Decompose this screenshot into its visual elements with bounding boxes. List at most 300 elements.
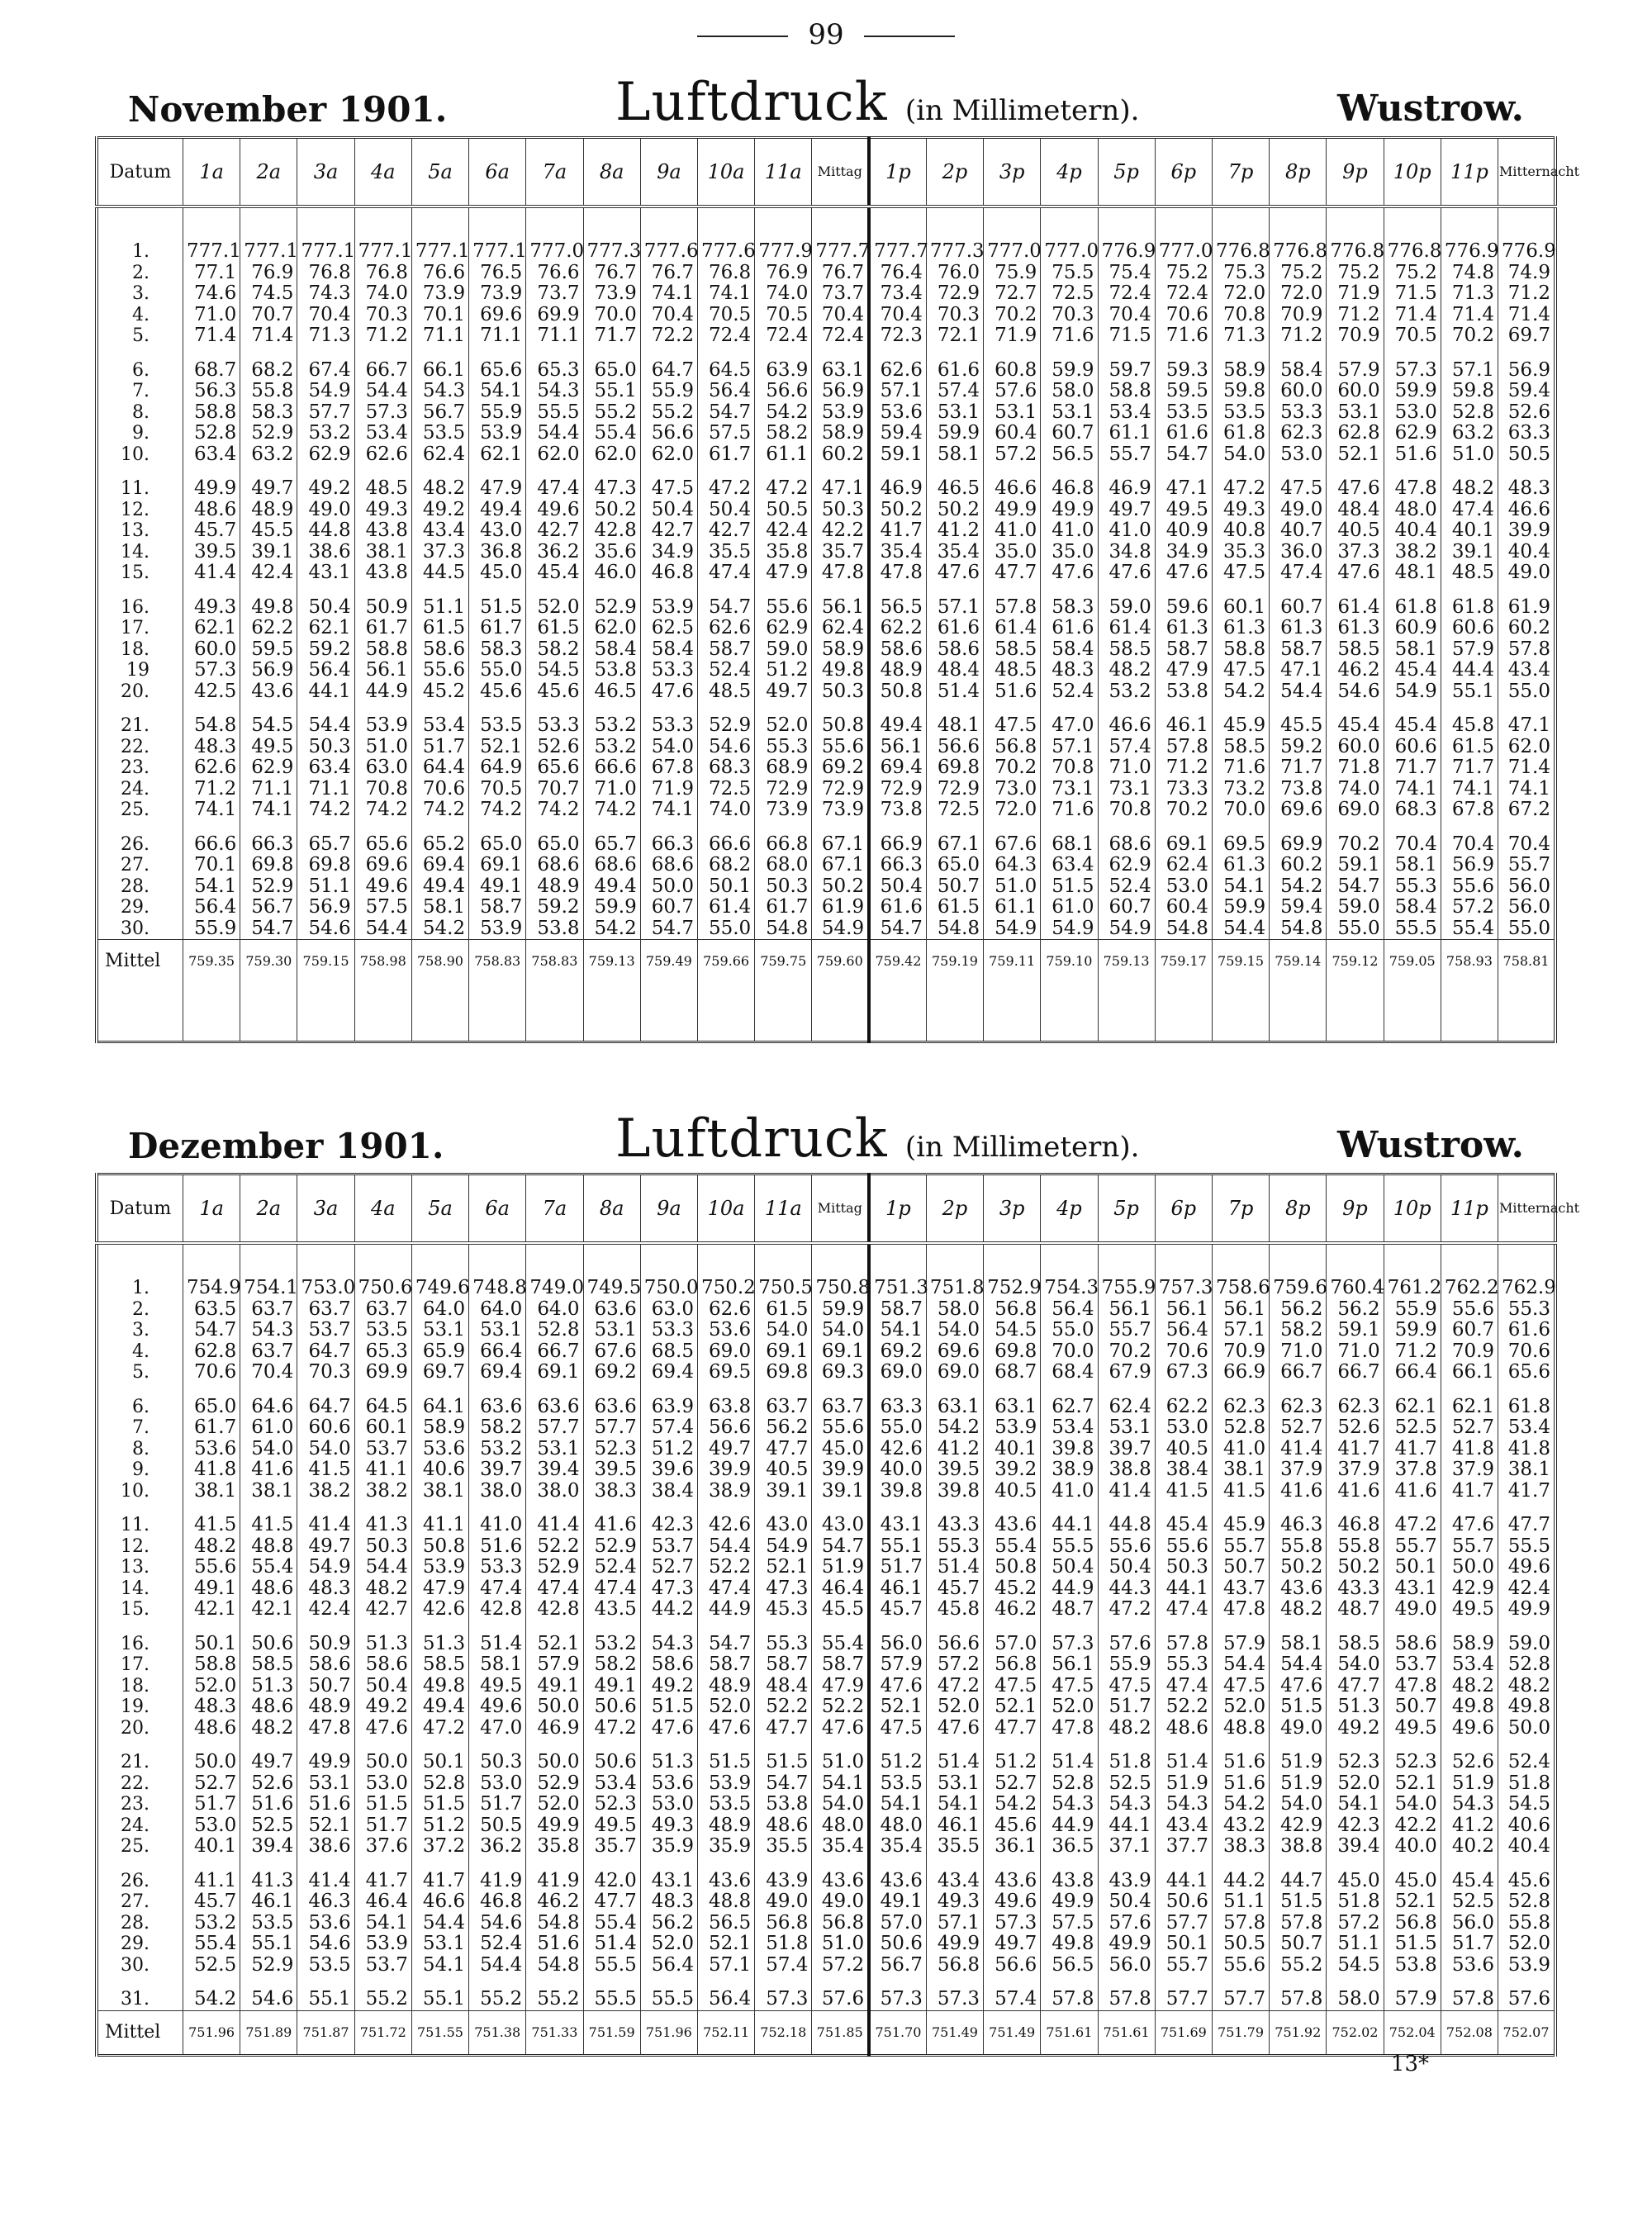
pressure-cell: 43.8: [1041, 1871, 1098, 1892]
gap-cell: [984, 1383, 1041, 1397]
pressure-cell: 57.4: [926, 381, 983, 402]
pressure-cell: 77.1: [183, 263, 240, 284]
pressure-cell: 70.8: [1098, 800, 1155, 821]
pressure-cell: 63.4: [1041, 855, 1098, 876]
gap-cell: [240, 1383, 297, 1397]
pressure-cell: 54.2: [1270, 876, 1327, 898]
pressure-cell: 35.4: [926, 542, 983, 563]
pressure-cell: 45.6: [984, 1815, 1041, 1837]
gap-cell: [354, 347, 411, 360]
pressure-cell: 49.7: [240, 478, 297, 500]
pressure-cell: 54.9: [1098, 918, 1155, 940]
pressure-cell: 38.1: [411, 1481, 468, 1502]
pressure-cell: 69.5: [697, 1362, 754, 1383]
pressure-cell: 49.0: [1270, 1718, 1327, 1739]
pressure-cell: 66.4: [469, 1341, 526, 1363]
gap-cell: [354, 1739, 411, 1752]
table-header: [97, 1174, 1580, 1244]
tail-cell: [1498, 983, 1555, 1042]
pressure-cell: 56.5: [697, 1913, 754, 1934]
pressure-cell: 55.6: [812, 1417, 869, 1439]
pressure-cell: 762.9: [1498, 1243, 1555, 1299]
pressure-cell: 55.0: [869, 1417, 926, 1439]
pressure-cell: 749.0: [526, 1243, 583, 1299]
pressure-cell: 43.1: [297, 562, 354, 584]
pressure-cell: 74.2: [469, 800, 526, 821]
column-header: 7a: [526, 1174, 583, 1244]
pressure-cell: 68.1: [1041, 834, 1098, 856]
pressure-cell: 61.4: [1098, 618, 1155, 639]
pressure-cell: 51.7: [869, 1557, 926, 1578]
table-row: [97, 1989, 1555, 2010]
pressure-cell: 38.4: [640, 1481, 697, 1502]
pressure-cell: 57.7: [583, 1417, 640, 1439]
pressure-cell: 51.6: [984, 681, 1041, 703]
pressure-cell: 57.9: [1327, 360, 1384, 382]
pressure-cell: 51.5: [1270, 1891, 1327, 1913]
column-header: 4p: [1041, 1174, 1098, 1244]
pressure-cell: 41.2: [926, 520, 983, 542]
pressure-cell: 56.4: [183, 897, 240, 918]
pressure-cell: 36.2: [526, 542, 583, 563]
pressure-cell: 54.0: [1270, 1794, 1327, 1815]
pressure-cell: 52.5: [1098, 1773, 1155, 1795]
pressure-cell: 53.3: [469, 1557, 526, 1578]
group-gap: [97, 347, 1555, 360]
pressure-cell: 54.5: [526, 660, 583, 681]
station-label: Wustrow.: [1336, 1124, 1524, 1166]
pressure-cell: 74.2: [411, 800, 468, 821]
pressure-cell: 61.9: [1498, 597, 1555, 619]
pressure-cell: 39.4: [1327, 1836, 1384, 1858]
gap-cell: [526, 1620, 583, 1634]
pressure-cell: 39.9: [1498, 520, 1555, 542]
mittel-cell: 751.38: [469, 2010, 526, 2055]
day-label: 25.: [97, 1836, 183, 1858]
tail-cell: [1327, 983, 1384, 1042]
gap-cell: [526, 821, 583, 834]
gap-cell: [1441, 702, 1498, 715]
pressure-cell: 52.6: [240, 1773, 297, 1795]
day-label: 24.: [97, 1815, 183, 1837]
mittel-cell: 751.49: [926, 2010, 983, 2055]
pressure-cell: 37.7: [1155, 1836, 1212, 1858]
gap-cell: [697, 1976, 754, 1989]
pressure-cell: 70.3: [297, 1362, 354, 1383]
pressure-cell: 47.6: [1327, 562, 1384, 584]
pressure-cell: 54.2: [755, 402, 812, 424]
day-label: 28.: [97, 876, 183, 898]
pressure-cell: 67.6: [583, 1341, 640, 1363]
table-row: [97, 1397, 1555, 1418]
pressure-cell: 48.0: [812, 1815, 869, 1837]
pressure-cell: 54.9: [812, 918, 869, 940]
gap-cell: [354, 1502, 411, 1515]
pressure-cell: 51.4: [926, 1752, 983, 1773]
pressure-cell: 55.6: [183, 1557, 240, 1578]
pressure-cell: 57.1: [926, 1913, 983, 1934]
pressure-cell: 70.4: [1498, 834, 1555, 856]
pressure-cell: 47.6: [640, 681, 697, 703]
pressure-cell: 50.8: [812, 715, 869, 737]
pressure-cell: 63.1: [812, 360, 869, 382]
pressure-cell: 64.0: [469, 1299, 526, 1321]
gap-cell: [1441, 821, 1498, 834]
table-row: [97, 597, 1555, 619]
pressure-cell: 47.2: [583, 1718, 640, 1739]
pressure-cell: 41.9: [469, 1871, 526, 1892]
pressure-cell: 49.0: [1270, 500, 1327, 521]
pressure-cell: 70.5: [697, 305, 754, 326]
pressure-cell: 66.4: [1384, 1362, 1441, 1383]
pressure-cell: 54.6: [297, 1934, 354, 1955]
pressure-cell: 45.6: [1498, 1871, 1555, 1892]
pressure-cell: 54.7: [640, 918, 697, 940]
pressure-cell: 61.3: [1327, 618, 1384, 639]
pressure-cell: 776.8: [1327, 206, 1384, 263]
pressure-cell: 59.0: [1498, 1634, 1555, 1655]
pressure-cell: 44.5: [411, 562, 468, 584]
pressure-cell: 57.8: [1498, 639, 1555, 661]
pressure-cell: 47.5: [640, 478, 697, 500]
pressure-cell: 54.1: [469, 381, 526, 402]
pressure-cell: 51.3: [354, 1634, 411, 1655]
pressure-cell: 41.7: [1498, 1481, 1555, 1502]
station-label: Wustrow.: [1336, 88, 1524, 130]
pressure-cell: 60.2: [1498, 618, 1555, 639]
pressure-cell: 69.1: [812, 1341, 869, 1363]
pressure-cell: 73.0: [984, 779, 1041, 800]
pressure-cell: 750.2: [697, 1243, 754, 1299]
gap-cell: [640, 702, 697, 715]
table-row: [97, 618, 1555, 639]
pressure-cell: 57.8: [984, 597, 1041, 619]
gap-cell: [1098, 1383, 1155, 1397]
pressure-cell: 759.6: [1270, 1243, 1327, 1299]
pressure-cell: 57.8: [1155, 737, 1212, 758]
pressure-cell: 47.8: [1041, 1718, 1098, 1739]
pressure-cell: 52.8: [1498, 1891, 1555, 1913]
day-label: 24.: [97, 779, 183, 800]
pressure-cell: 53.1: [297, 1773, 354, 1795]
pressure-cell: 50.5: [1212, 1934, 1269, 1955]
pressure-cell: 53.4: [411, 715, 468, 737]
pressure-cell: 53.5: [469, 715, 526, 737]
pressure-cell: 47.4: [1155, 1599, 1212, 1620]
table-row: [97, 1362, 1555, 1383]
pressure-cell: 777.0: [526, 206, 583, 263]
gap-cell: [1327, 1620, 1384, 1634]
pressure-cell: 50.4: [1098, 1891, 1155, 1913]
gap-cell: [1441, 1620, 1498, 1634]
pressure-cell: 40.2: [1441, 1836, 1498, 1858]
pressure-cell: 70.3: [354, 305, 411, 326]
pressure-cell: 70.2: [984, 757, 1041, 779]
day-label: 13.: [97, 520, 183, 542]
pressure-cell: 35.9: [640, 1836, 697, 1858]
gap-cell: [869, 702, 926, 715]
pressure-cell: 48.9: [869, 660, 926, 681]
pressure-cell: 42.4: [297, 1599, 354, 1620]
pressure-cell: 58.6: [869, 639, 926, 661]
day-label: 22.: [97, 737, 183, 758]
pressure-cell: 56.8: [984, 737, 1041, 758]
pressure-cell: 57.8: [1041, 1989, 1098, 2010]
pressure-cell: 58.5: [411, 1654, 468, 1676]
pressure-cell: 55.3: [755, 1634, 812, 1655]
pressure-cell: 55.1: [297, 1989, 354, 2010]
tail-cell: [640, 983, 697, 1042]
day-label: 29.: [97, 897, 183, 918]
table-row: [97, 1891, 1555, 1913]
pressure-cell: 56.5: [1041, 1955, 1098, 1976]
pressure-cell: 52.6: [1498, 402, 1555, 424]
pressure-cell: 70.6: [411, 779, 468, 800]
pressure-cell: 34.8: [1098, 542, 1155, 563]
pressure-cell: 53.1: [926, 1773, 983, 1795]
pressure-cell: 56.0: [1441, 1913, 1498, 1934]
gap-cell: [640, 1858, 697, 1871]
mittel-cell: 752.02: [1327, 2010, 1384, 2055]
pressure-cell: 62.9: [1098, 855, 1155, 876]
pressure-cell: 54.7: [697, 402, 754, 424]
pressure-cell: 760.4: [1327, 1243, 1384, 1299]
pressure-cell: 51.9: [1270, 1773, 1327, 1795]
pressure-cell: 39.1: [240, 542, 297, 563]
pressure-cell: 66.6: [697, 834, 754, 856]
column-header: 6a: [469, 1174, 526, 1244]
pressure-cell: 55.3: [1384, 876, 1441, 898]
pressure-cell: 50.3: [1155, 1557, 1212, 1578]
pressure-cell: 54.3: [1098, 1794, 1155, 1815]
pressure-cell: 56.2: [1270, 1299, 1327, 1321]
pressure-cell: 48.2: [1498, 1676, 1555, 1697]
pressure-cell: 38.2: [1384, 542, 1441, 563]
day-label: 19.: [97, 1696, 183, 1718]
pressure-cell: 69.4: [469, 1362, 526, 1383]
tail-cell: [526, 983, 583, 1042]
pressure-cell: 53.8: [755, 1794, 812, 1815]
pressure-cell: 749.6: [411, 1243, 468, 1299]
mittel-cell: 759.15: [297, 940, 354, 984]
gap-cell: [240, 1858, 297, 1871]
gap-cell: [926, 584, 983, 597]
pressure-cell: 48.2: [240, 1718, 297, 1739]
pressure-cell: 54.0: [755, 1320, 812, 1341]
mittel-cell: 751.79: [1212, 2010, 1269, 2055]
gap-cell: [984, 465, 1041, 478]
gap-cell: [1327, 584, 1384, 597]
pressure-cell: 53.9: [469, 918, 526, 940]
pressure-cell: 56.1: [869, 737, 926, 758]
pressure-cell: 59.0: [1327, 897, 1384, 918]
pressure-cell: 45.6: [526, 681, 583, 703]
pressure-cell: 75.9: [984, 263, 1041, 284]
pressure-cell: 63.6: [526, 1397, 583, 1418]
pressure-cell: 76.6: [526, 263, 583, 284]
pressure-cell: 69.1: [526, 1362, 583, 1383]
pressure-cell: 50.3: [812, 500, 869, 521]
pressure-cell: 56.6: [926, 737, 983, 758]
pressure-cell: 47.7: [755, 1439, 812, 1460]
pressure-cell: 45.4: [1384, 715, 1441, 737]
pressure-cell: 56.9: [297, 897, 354, 918]
pressure-cell: 47.7: [755, 1718, 812, 1739]
pressure-cell: 58.0: [1327, 1989, 1384, 2010]
gap-cell: [526, 1858, 583, 1871]
pressure-cell: 43.8: [354, 562, 411, 584]
pressure-cell: 54.0: [1212, 444, 1269, 466]
pressure-cell: 62.0: [583, 444, 640, 466]
pressure-cell: 48.2: [1098, 1718, 1155, 1739]
day-label: 5.: [97, 1362, 183, 1383]
pressure-cell: 51.9: [812, 1557, 869, 1578]
pressure-cell: 52.0: [755, 715, 812, 737]
pressure-cell: 38.0: [469, 1481, 526, 1502]
column-header: 7a: [526, 138, 583, 207]
mittel-cell: 759.10: [1041, 940, 1098, 984]
gap-cell: [755, 1976, 812, 1989]
pressure-cell: 43.8: [354, 520, 411, 542]
pressure-cell: 41.1: [183, 1871, 240, 1892]
gap-cell: [640, 821, 697, 834]
pressure-cell: 52.8: [183, 423, 240, 444]
pressure-cell: 43.9: [1098, 1871, 1155, 1892]
pressure-cell: 51.0: [812, 1934, 869, 1955]
pressure-cell: 47.6: [1441, 1515, 1498, 1536]
gap-cell: [469, 702, 526, 715]
pressure-cell: 41.7: [411, 1871, 468, 1892]
pressure-cell: 47.4: [1155, 1676, 1212, 1697]
pressure-cell: 55.6: [1155, 1536, 1212, 1558]
pressure-cell: 70.4: [812, 305, 869, 326]
pressure-cell: 47.6: [1098, 562, 1155, 584]
table-row: [97, 1696, 1555, 1718]
gap-cell: [354, 1620, 411, 1634]
pressure-cell: 72.0: [1212, 283, 1269, 305]
pressure-cell: 59.2: [297, 639, 354, 661]
gap-cell: [697, 821, 754, 834]
pressure-cell: 42.6: [411, 1599, 468, 1620]
group-gap: [97, 1383, 1555, 1397]
pressure-cell: 49.5: [469, 1676, 526, 1697]
mittel-cell: 751.85: [812, 2010, 869, 2055]
column-header: 7p: [1212, 138, 1269, 207]
pressure-cell: 50.7: [926, 876, 983, 898]
tail-cell: [1384, 983, 1441, 1042]
table-row: [97, 1578, 1555, 1600]
pressure-cell: 70.1: [183, 855, 240, 876]
gap-cell: [183, 702, 240, 715]
pressure-cell: 71.1: [526, 325, 583, 347]
pressure-cell: 47.8: [1212, 1599, 1269, 1620]
gap-cell: [1098, 821, 1155, 834]
pressure-cell: 70.8: [1212, 305, 1269, 326]
pressure-cell: 761.2: [1384, 1243, 1441, 1299]
pressure-cell: 69.7: [411, 1362, 468, 1383]
pressure-cell: 51.6: [297, 1794, 354, 1815]
pressure-cell: 58.1: [926, 444, 983, 466]
column-header: 10a: [697, 1174, 754, 1244]
gap-cell: [812, 1620, 869, 1634]
pressure-cell: 72.9: [869, 779, 926, 800]
pressure-cell: 71.8: [1327, 757, 1384, 779]
pressure-cell: 52.9: [697, 715, 754, 737]
pressure-cell: 62.0: [583, 618, 640, 639]
pressure-cell: 47.6: [640, 1718, 697, 1739]
gap-cell: [1212, 347, 1269, 360]
pressure-cell: 53.1: [411, 1934, 468, 1955]
pressure-cell: 64.0: [411, 1299, 468, 1321]
day-label: 8.: [97, 1439, 183, 1460]
pressure-cell: 51.3: [240, 1676, 297, 1697]
pressure-cell: 70.4: [240, 1362, 297, 1383]
pressure-cell: 57.3: [755, 1989, 812, 2010]
pressure-cell: 42.8: [583, 520, 640, 542]
pressure-cell: 51.6: [1212, 1752, 1269, 1773]
pressure-cell: 59.9: [1212, 897, 1269, 918]
gap-cell: [812, 1502, 869, 1515]
pressure-cell: 48.5: [697, 681, 754, 703]
gap-cell: [1212, 1976, 1269, 1989]
section-title: Luftdruck (in Millimetern).: [615, 72, 1140, 133]
pressure-cell: 55.3: [1498, 1299, 1555, 1321]
pressure-cell: 55.0: [1041, 1320, 1098, 1341]
table-row: [97, 918, 1555, 940]
column-header: 2a: [240, 1174, 297, 1244]
tail-cell: [1270, 983, 1327, 1042]
pressure-cell: 57.3: [354, 402, 411, 424]
pressure-cell: 47.4: [1270, 562, 1327, 584]
pressure-cell: 41.8: [1441, 1439, 1498, 1460]
day-label: 23.: [97, 757, 183, 779]
gap-cell: [926, 347, 983, 360]
table-row: [97, 500, 1555, 521]
day-label: 16.: [97, 597, 183, 619]
pressure-cell: 54.7: [697, 597, 754, 619]
pressure-cell: 42.5: [183, 681, 240, 703]
pressure-cell: 40.0: [869, 1459, 926, 1481]
pressure-cell: 40.4: [1498, 1836, 1555, 1858]
day-label: 27.: [97, 1891, 183, 1913]
day-label: 31.: [97, 1989, 183, 2010]
pressure-cell: 41.4: [1270, 1439, 1327, 1460]
pressure-cell: 48.6: [240, 1696, 297, 1718]
pressure-cell: 54.1: [183, 876, 240, 898]
pressure-cell: 53.4: [1441, 1654, 1498, 1676]
pressure-cell: 52.0: [526, 597, 583, 619]
pressure-cell: 71.0: [583, 779, 640, 800]
pressure-cell: 52.9: [583, 1536, 640, 1558]
pressure-cell: 63.7: [297, 1299, 354, 1321]
pressure-cell: 54.4: [354, 1557, 411, 1578]
pressure-cell: 52.5: [1384, 1417, 1441, 1439]
pressure-cell: 54.1: [869, 1320, 926, 1341]
pressure-cell: 60.6: [1384, 737, 1441, 758]
pressure-cell: 55.2: [1270, 1955, 1327, 1976]
pressure-cell: 62.8: [1327, 423, 1384, 444]
table-row: [97, 1836, 1555, 1858]
gap-cell: [1041, 465, 1098, 478]
table-row: [97, 897, 1555, 918]
mittel-cell: 759.05: [1384, 940, 1441, 984]
pressure-cell: 50.4: [1041, 1557, 1098, 1578]
gap-cell: [1384, 1620, 1441, 1634]
pressure-cell: 55.4: [1441, 918, 1498, 940]
pressure-cell: 55.7: [1441, 1536, 1498, 1558]
pressure-cell: 58.8: [183, 1654, 240, 1676]
gap-cell: [640, 584, 697, 597]
